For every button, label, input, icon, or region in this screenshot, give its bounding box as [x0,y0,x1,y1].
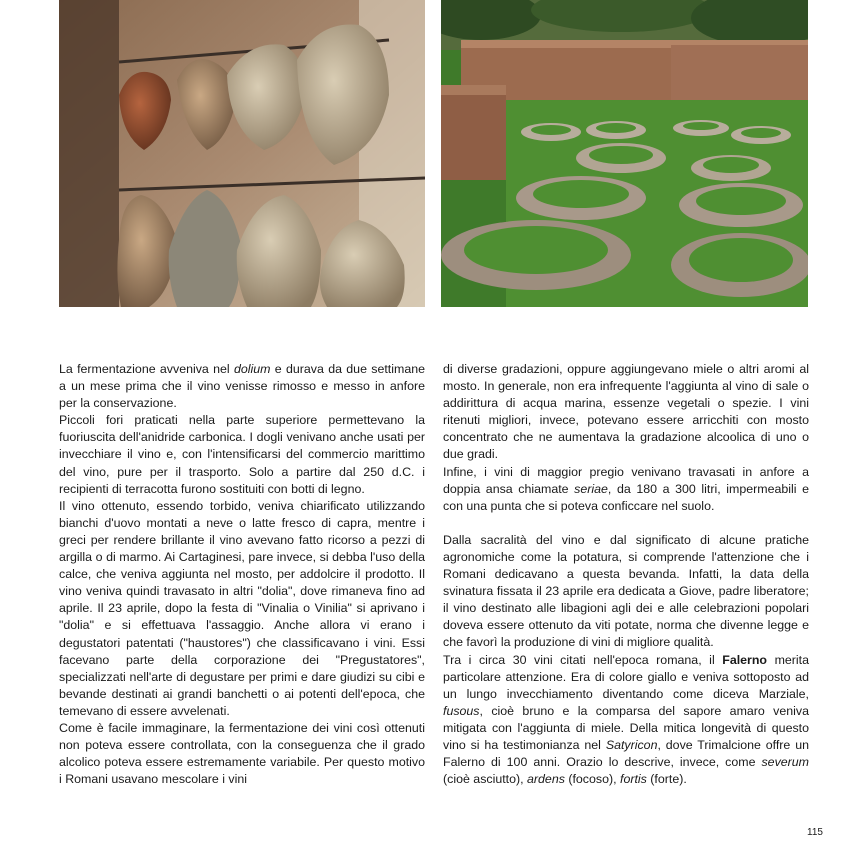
paragraph: Piccoli fori praticati nella parte superiore permettevano la fuoriuscita dell'anidride carbonica. I dogli venivano anche usati per invecchiare il vino e, con l'intensificarsi del commercio marittimo del vino, pure per il trasporto. Solo a partire dal 250 d.C. i recipienti di terracotta furono sostituiti con botti di legno. [59,413,425,496]
paragraph: Il vino ottenuto, essendo torbido, veniva chiarificato utilizzando bianchi d'uovo montati a neve o latte fresco di capra, mentre i greci per rendere brillante il vino avevano fatto ricorso a pezzi di argilla o di marmo. Ai Cartaginesi, pare invece, si debba l'uso della calce, che veniva aggiunta nel mosto, per addolcire il prodotto. Il vino veniva quindi travasato in altri "dolia", dove rimaneva fino ad aprile. Il 23 aprile, dopo la festa di "Vinalia o Vinilia" si aprivano i "dolia" e si effettuava l'assaggio. Anche allora vi erano i degustatori patentati ("haustores") che classificavano i vini. Essi facevano parte della corporazione dei "Pregustatores", specializzati nell'arte di degustare per primi e dare giudizi su cibi e bevande destinati ai grandi banchetti o ai potenti dell'epoca, che temevano di essere avvelenati. [59,498,425,718]
paragraph: Infine, i vini di maggior pregio venivano travasati in anfore a doppia ansa chiamate seriae, da 180 a 300 litri, impermeabili e con una punta che si poteva conficcare nel suolo. [443,464,809,513]
paragraph: Come è facile immaginare, la fermentazione dei vini così ottenuti non poteva essere controllata, con la conseguenza che il grado alcolico poteva essere estremamente variabile. Per questo motivo i Romani usavano mescolare i vini [59,720,425,787]
text-column-left [59,361,425,788]
amphorae-icon [59,0,425,307]
text-column-right [443,361,809,788]
page-number: 115 [807,827,823,838]
paragraph: La fermentazione avveniva nel dolium e durava da due settimane a un mese prima che il vino venisse rimosso e messo in anfore per la conservazione. [59,362,425,411]
paragraph: di diverse gradazioni, oppure aggiungevano miele o altri aromi al mosto. In generale, non era infrequente l'aggiunta al vino di sale o addirittura di acqua marina, essenze vegetali o spezie. I vini ritenuti migliori, invece, potevano essere arricchiti con mosto concentrato che ne aumentava la gradazione alcoolica di uno o due gradi. [443,362,809,462]
dolia-photo [441,0,808,307]
dolia-field-icon [441,0,808,307]
paragraph: Tra i circa 30 vini citati nell'epoca romana, il Falerno merita particolare attenzione. Era di colore giallo e veniva sottoposto ad un lungo invecchiamento diventando come diceva Marziale, fusous, cioè bruno e la comparsa del sapore amaro veniva mitigata con l'aggiunta di miele. Della mitica longevità di questo vino si ha testimonianza nel Satyricon, dove Trimalcione offre un Falerno di 100 anni. Orazio lo descrive, invece, come severum (cioè asciutto), ardens (focoso), fortis (forte). [443,652,809,787]
paragraph: Dalla sacralità del vino e dal significato di alcune pratiche agronomiche come la potatura, si comprende l'attenzione che i Romani dedicavano a questa bevanda. Infatti, la data della svinatura fissata il 23 aprile era dedicata a Giove, padre liberatore; il vino destinato alle libagioni agli dei e alle celebrazioni popolari doveva essere ottenuto da viti potate, norma che divenne legge e che favorì la produzione di vini di migliore qualità. [443,532,809,650]
amphorae-photo [59,0,425,307]
